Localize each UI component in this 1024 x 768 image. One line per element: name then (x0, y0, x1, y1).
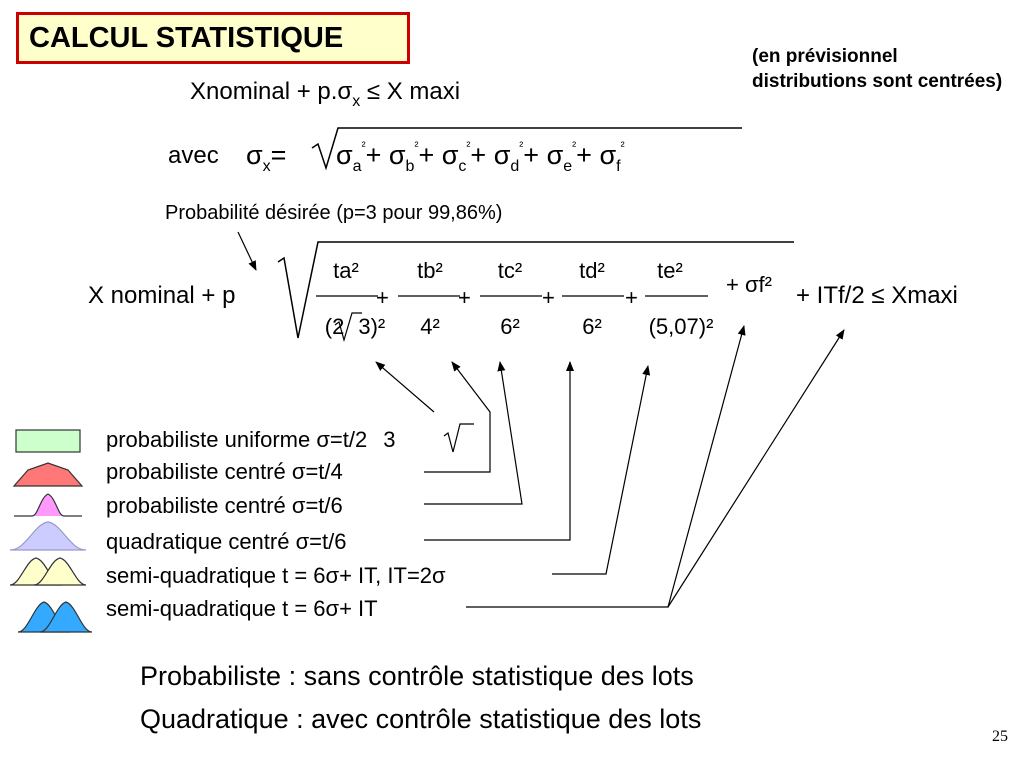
radical-sign-small-1 (335, 313, 362, 340)
fraction-c-numerator: tc² (497, 258, 523, 283)
fraction-c-denominator: 6² (500, 314, 520, 339)
legend-6-text: semi-quadratique t = 6σ+ IT (106, 596, 378, 621)
sigma-x-subscript: x (262, 158, 271, 175)
fraction-b-denominator: 4² (420, 314, 440, 339)
formula-1-lhs: Xnominal + p. (190, 78, 338, 105)
plus-2: + (458, 285, 471, 310)
radical-sign-1 (312, 128, 742, 175)
conclusion-line-1: Probabiliste : sans contrôle statistique des lots (140, 661, 694, 691)
formula-3-rhs: + ITf/2 ≤ Xmaxi (796, 282, 958, 309)
fraction-e-denominator: (5,07)² (648, 314, 714, 339)
plus-4: + (625, 285, 638, 310)
sigma-x-symbol: σ (246, 140, 263, 170)
formula-3-lhs: X nominal + p (88, 282, 236, 309)
arrow-legend-2 (424, 362, 490, 472)
term-a: $\sigma_a^{^2}+$ (336, 139, 382, 175)
note-text: (en prévisionnel distributions sont centrées) (752, 46, 1003, 92)
arrow-probability (238, 232, 256, 270)
legend-2-text: probabiliste centré σ=t/4 (106, 459, 343, 484)
arrow-legend-6b (668, 330, 844, 607)
legend-1-text: probabiliste uniforme σ=t/2 3 (106, 427, 396, 452)
sigma-symbol: σ (337, 78, 353, 105)
term-c: $\sigma_c^{^2}+$ (441, 139, 487, 175)
slide-title: CALCUL STATISTIQUE (16, 12, 410, 64)
term-e: $\sigma_e^{^2}+$ (546, 139, 592, 175)
plus-1: + (376, 285, 389, 310)
equals-sign: = (270, 140, 287, 170)
legend-4-text: quadratique centré σ=t/6 (106, 529, 347, 554)
fraction-d-denominator: 6² (582, 314, 602, 339)
trapezoid-distribution-icon (14, 463, 82, 486)
arrow-legend-1 (376, 362, 434, 412)
fraction-b-numerator: tb² (417, 258, 443, 283)
sigma-subscript: x (352, 93, 361, 110)
term-d: $\sigma_d^{^2}+$ (493, 139, 540, 175)
probability-label: Probabilité désirée (p=3 pour 99,86%) (165, 202, 503, 224)
bell-distribution-icon (10, 522, 86, 550)
legend-5-text: semi-quadratique t = 6σ+ IT, IT=2σ (106, 563, 446, 588)
term-b: $\sigma_b^{^2}+$ (388, 139, 435, 175)
arrow-legend-5 (552, 366, 648, 574)
fraction-a-numerator: ta² (333, 258, 359, 283)
plus-3: + (542, 285, 555, 310)
arrow-legend-6a (466, 326, 744, 607)
fraction-a-denominator: (2 3)² (324, 314, 386, 339)
formula-1-rel: ≤ X maxi (366, 78, 461, 105)
arrow-legend-4 (424, 362, 570, 540)
conclusion-line-2: Quadratique : avec contrôle statistique des lots (140, 704, 702, 734)
fraction-d-numerator: td² (579, 258, 605, 283)
page-number: 25 (992, 728, 1008, 745)
fraction-e-numerator: te² (657, 258, 683, 283)
radical-sign-2 (278, 242, 794, 338)
legend-3-text: probabiliste centré σ=t/6 (106, 493, 343, 518)
peaked-distribution-icon (14, 494, 82, 516)
arrow-legend-3 (424, 362, 522, 504)
sigma-f-term: + σf² (726, 272, 772, 297)
radical-sign-small-2 (444, 424, 474, 452)
term-f: $\sigma_f^{^2}$ (599, 139, 625, 175)
uniform-distribution-icon (16, 430, 80, 452)
avec-label: avec (168, 142, 219, 169)
